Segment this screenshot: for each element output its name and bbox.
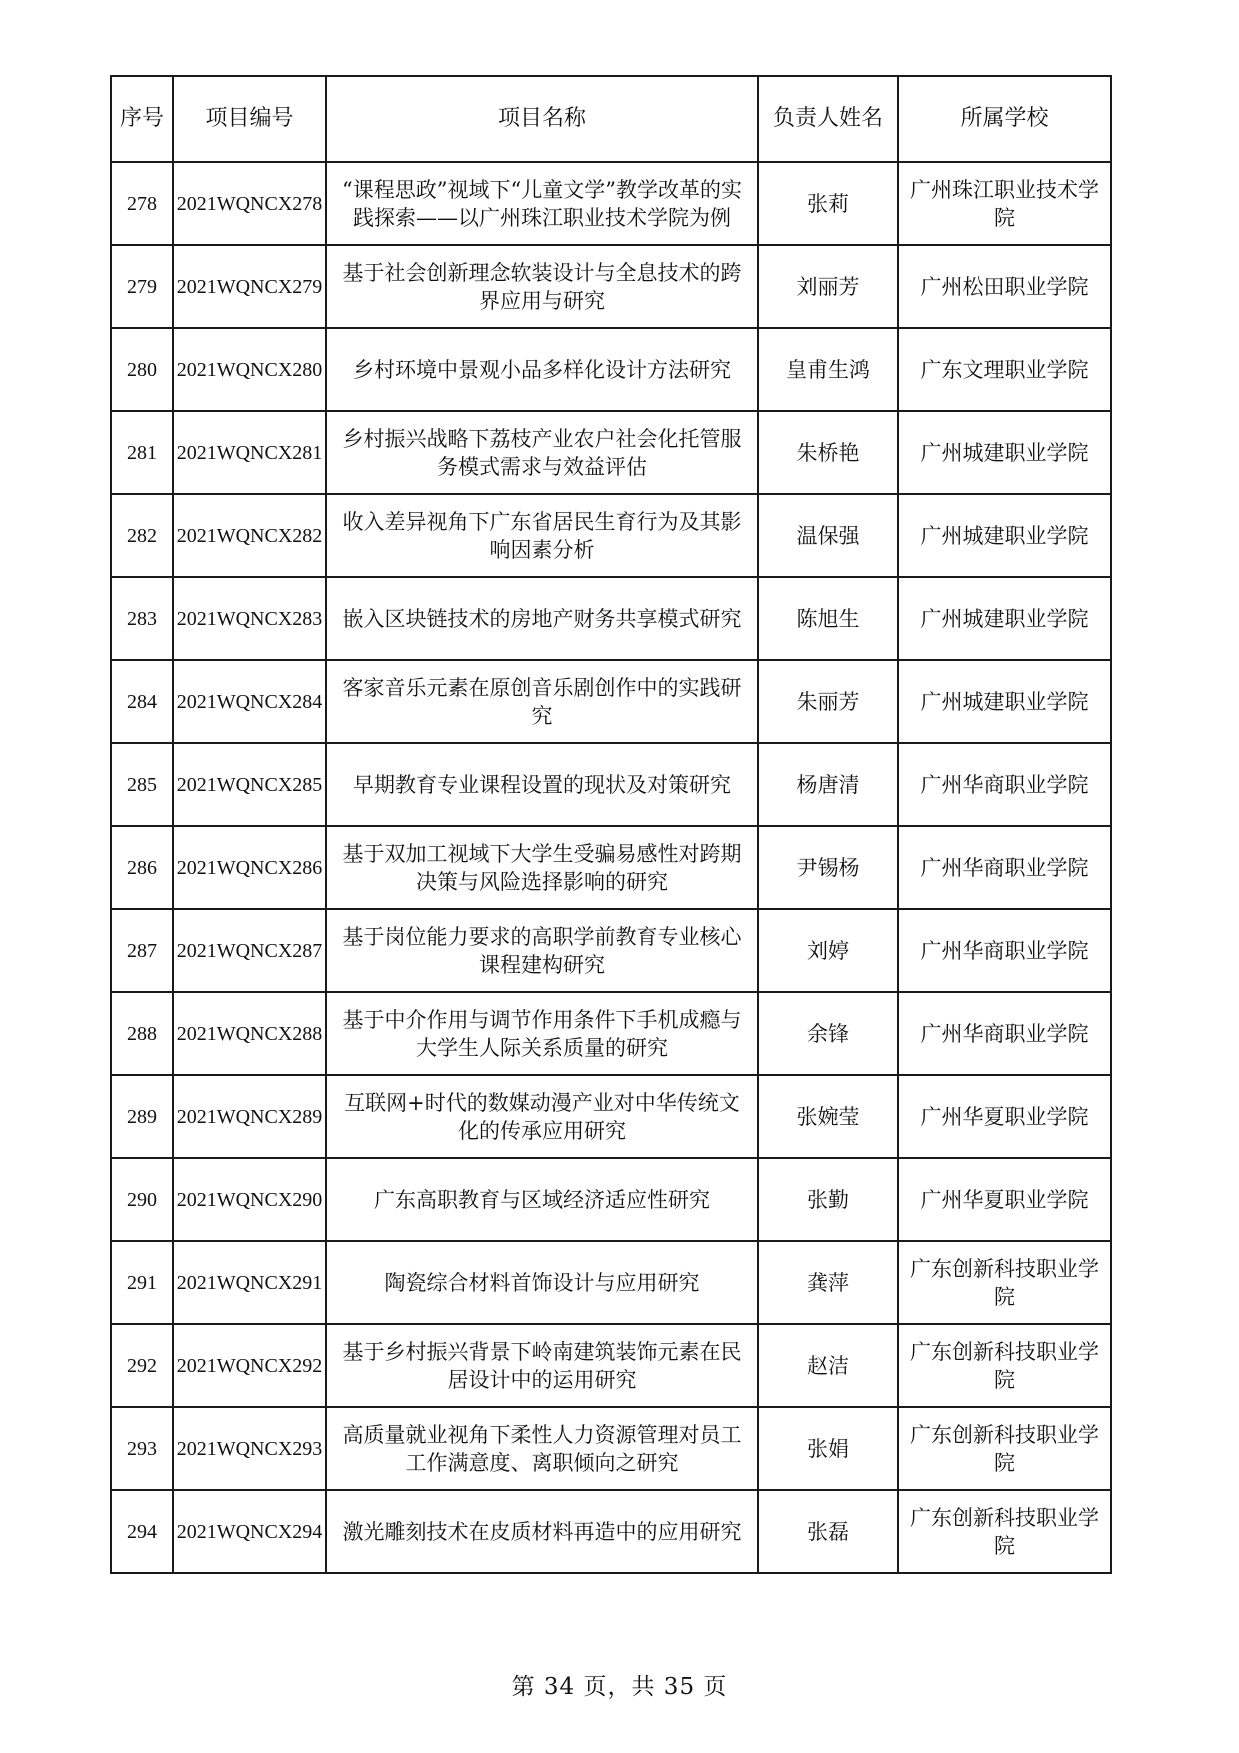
table-row [111, 660, 1111, 743]
cell-project-code: 2021WQNCX291 [173, 1241, 326, 1324]
table-row [111, 909, 1111, 992]
cell-leader-name: 朱丽芳 [758, 660, 898, 743]
cell-school: 广州城建职业学院 [898, 660, 1111, 743]
cell-school: 广东创新科技职业学院 [898, 1241, 1111, 1324]
table-row [111, 1407, 1111, 1490]
cell-project-name: 基于乡村振兴背景下岭南建筑装饰元素在民居设计中的运用研究 [326, 1324, 758, 1407]
table-row [111, 577, 1111, 660]
table-row [111, 1075, 1111, 1158]
cell-project-code: 2021WQNCX287 [173, 909, 326, 992]
header-project-code: 项目编号 [173, 76, 326, 162]
cell-project-name: 广东高职教育与区域经济适应性研究 [326, 1158, 758, 1241]
cell-project-code: 2021WQNCX278 [173, 162, 326, 245]
cell-project-name: 基于双加工视域下大学生受骗易感性对跨期决策与风险选择影响的研究 [326, 826, 758, 909]
cell-seq: 286 [111, 826, 173, 909]
cell-seq: 284 [111, 660, 173, 743]
cell-leader-name: 张婉莹 [758, 1075, 898, 1158]
cell-leader-name: 尹锡杨 [758, 826, 898, 909]
cell-seq: 285 [111, 743, 173, 826]
cell-project-name: 陶瓷综合材料首饰设计与应用研究 [326, 1241, 758, 1324]
cell-school: 广州城建职业学院 [898, 577, 1111, 660]
cell-project-code: 2021WQNCX294 [173, 1490, 326, 1573]
cell-project-name: 嵌入区块链技术的房地产财务共享模式研究 [326, 577, 758, 660]
cell-leader-name: 龚萍 [758, 1241, 898, 1324]
cell-school: 广东创新科技职业学院 [898, 1407, 1111, 1490]
cell-project-code: 2021WQNCX284 [173, 660, 326, 743]
cell-seq: 291 [111, 1241, 173, 1324]
cell-school: 广州华商职业学院 [898, 826, 1111, 909]
cell-seq: 288 [111, 992, 173, 1075]
cell-project-code: 2021WQNCX286 [173, 826, 326, 909]
cell-seq: 294 [111, 1490, 173, 1573]
cell-school: 广州松田职业学院 [898, 245, 1111, 328]
cell-project-code: 2021WQNCX289 [173, 1075, 326, 1158]
cell-project-name: 激光雕刻技术在皮质材料再造中的应用研究 [326, 1490, 758, 1573]
table-row [111, 1490, 1111, 1573]
table-row [111, 1324, 1111, 1407]
header-school: 所属学校 [898, 76, 1111, 162]
cell-seq: 283 [111, 577, 173, 660]
cell-school: 广州城建职业学院 [898, 494, 1111, 577]
cell-project-code: 2021WQNCX290 [173, 1158, 326, 1241]
table-row [111, 826, 1111, 909]
cell-seq: 280 [111, 328, 173, 411]
cell-leader-name: 张莉 [758, 162, 898, 245]
table-row [111, 328, 1111, 411]
cell-seq: 279 [111, 245, 173, 328]
cell-project-code: 2021WQNCX281 [173, 411, 326, 494]
cell-school: 广东创新科技职业学院 [898, 1490, 1111, 1573]
cell-project-name: 基于中介作用与调节作用条件下手机成瘾与大学生人际关系质量的研究 [326, 992, 758, 1075]
cell-leader-name: 陈旭生 [758, 577, 898, 660]
header-project-name: 项目名称 [326, 76, 758, 162]
cell-leader-name: 赵洁 [758, 1324, 898, 1407]
cell-seq: 290 [111, 1158, 173, 1241]
cell-project-code: 2021WQNCX282 [173, 494, 326, 577]
cell-school: 广州华商职业学院 [898, 909, 1111, 992]
table-row [111, 1241, 1111, 1324]
cell-school: 广州城建职业学院 [898, 411, 1111, 494]
project-table [110, 75, 1112, 1574]
cell-project-code: 2021WQNCX280 [173, 328, 326, 411]
cell-school: 广州珠江职业技术学院 [898, 162, 1111, 245]
table-row [111, 743, 1111, 826]
cell-school: 广东创新科技职业学院 [898, 1324, 1111, 1407]
cell-project-name: 乡村环境中景观小品多样化设计方法研究 [326, 328, 758, 411]
cell-project-code: 2021WQNCX292 [173, 1324, 326, 1407]
cell-school: 广州华夏职业学院 [898, 1158, 1111, 1241]
cell-leader-name: 皇甫生鸿 [758, 328, 898, 411]
cell-leader-name: 余锋 [758, 992, 898, 1075]
cell-school: 广东文理职业学院 [898, 328, 1111, 411]
cell-leader-name: 朱桥艳 [758, 411, 898, 494]
cell-project-name: 早期教育专业课程设置的现状及对策研究 [326, 743, 758, 826]
table-row [111, 411, 1111, 494]
project-list-sheet [110, 75, 1110, 1574]
header-leader-name: 负责人姓名 [758, 76, 898, 162]
table-row [111, 992, 1111, 1075]
cell-project-name: 高质量就业视角下柔性人力资源管理对员工工作满意度、离职倾向之研究 [326, 1407, 758, 1490]
cell-seq: 289 [111, 1075, 173, 1158]
cell-leader-name: 杨唐清 [758, 743, 898, 826]
cell-project-name: 互联网+时代的数媒动漫产业对中华传统文化的传承应用研究 [326, 1075, 758, 1158]
cell-seq: 292 [111, 1324, 173, 1407]
cell-leader-name: 温保强 [758, 494, 898, 577]
cell-seq: 293 [111, 1407, 173, 1490]
cell-leader-name: 张娟 [758, 1407, 898, 1490]
cell-project-name: “课程思政”视域下“儿童文学”教学改革的实践探索——以广州珠江职业技术学院为例 [326, 162, 758, 245]
cell-school: 广州华夏职业学院 [898, 1075, 1111, 1158]
table-header-row [111, 76, 1111, 162]
cell-project-name: 收入差异视角下广东省居民生育行为及其影响因素分析 [326, 494, 758, 577]
cell-project-name: 基于岗位能力要求的高职学前教育专业核心课程建构研究 [326, 909, 758, 992]
cell-project-code: 2021WQNCX285 [173, 743, 326, 826]
cell-project-code: 2021WQNCX279 [173, 245, 326, 328]
table-row [111, 1158, 1111, 1241]
table-row [111, 162, 1111, 245]
page-number: 第 34 页，共 35 页 [511, 1674, 728, 1700]
cell-leader-name: 刘婷 [758, 909, 898, 992]
cell-project-name: 客家音乐元素在原创音乐剧创作中的实践研究 [326, 660, 758, 743]
cell-project-code: 2021WQNCX283 [173, 577, 326, 660]
header-seq: 序号 [111, 76, 173, 162]
cell-leader-name: 刘丽芳 [758, 245, 898, 328]
cell-leader-name: 张勤 [758, 1158, 898, 1241]
cell-school: 广州华商职业学院 [898, 743, 1111, 826]
cell-seq: 278 [111, 162, 173, 245]
cell-leader-name: 张磊 [758, 1490, 898, 1573]
cell-seq: 281 [111, 411, 173, 494]
cell-seq: 287 [111, 909, 173, 992]
cell-school: 广州华商职业学院 [898, 992, 1111, 1075]
cell-project-code: 2021WQNCX293 [173, 1407, 326, 1490]
table-row [111, 494, 1111, 577]
cell-project-code: 2021WQNCX288 [173, 992, 326, 1075]
cell-project-name: 基于社会创新理念软装设计与全息技术的跨界应用与研究 [326, 245, 758, 328]
cell-project-name: 乡村振兴战略下荔枝产业农户社会化托管服务模式需求与效益评估 [326, 411, 758, 494]
cell-seq: 282 [111, 494, 173, 577]
table-row [111, 245, 1111, 328]
